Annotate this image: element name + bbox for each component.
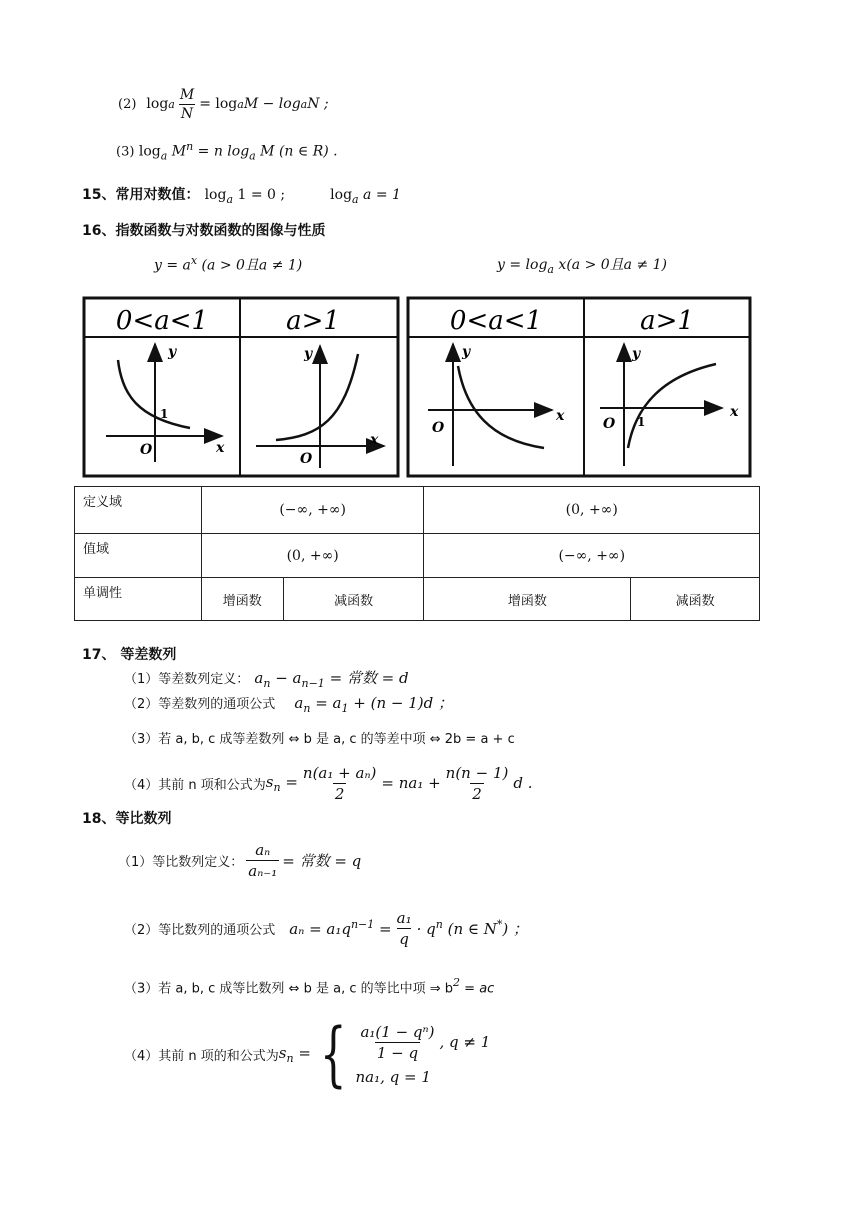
rule-label: (3)	[116, 144, 135, 160]
panel-4-origin: O	[603, 416, 616, 432]
panel-1-graph	[106, 344, 225, 462]
section-15-title: 15、常用对数值：	[82, 187, 200, 203]
fraction: $\frac{\text{aₙ}}{\text{aₙ₋₁}}$	[248, 840, 278, 880]
section-17-title: 17、 等差数列	[82, 647, 177, 663]
monotonicity-cell: 增函数	[201, 578, 283, 621]
panel-2-header: a>1	[286, 306, 340, 336]
log-range: (−∞, +∞)	[424, 534, 760, 578]
s17-item-4: （4）其前 n 项和公式为 $s_n$ = $\frac{\text{n(a₁ + aₙ)}}{2}$ = na₁ + $\frac{n(n - 1)}{2}$ d .	[124, 763, 533, 803]
s18-item-4: （4）其前 n 项的和公式为 $s_n$ = { $\frac{\text{a₁(1 − qⁿ)}}{1 - q}$ , q ≠ 1 na₁, q = 1	[124, 1013, 491, 1095]
table-row-domain	[75, 487, 760, 534]
panel-4-graph	[600, 344, 739, 466]
panel-3-graph	[428, 344, 565, 466]
fraction: $\frac{\text{n(a₁ + aₙ)}}{2}$	[302, 763, 377, 803]
table-row-range	[75, 534, 760, 578]
section-15: 15、常用对数值： $\log_a 1 = 0$ ; $\log_a a = 1$	[82, 187, 401, 206]
panel-4-one: 1	[637, 415, 646, 429]
s17-item-3: （3）若 a, b, c 成等差数列 ⇔ b 是 a, c 的等差中项 ⇔ 2b = a + c	[124, 732, 515, 747]
panel-3-origin: O	[432, 420, 445, 436]
s18-item-2: （2）等比数列的通项公式 $a_n = a_1q^{n-1}$ = $\frac{\text{a₁}}{q}$ · $q^n$ (n ∈ N*) ；	[124, 908, 528, 948]
exp-function-formula: $y = a^x$ (a > 0且a ≠ 1)	[154, 254, 303, 274]
panel-2-x-label: x	[370, 432, 379, 448]
panel-4-header: a>1	[640, 306, 694, 336]
exp-domain: (−∞, +∞)	[201, 487, 424, 534]
fraction: $\frac{n(n - 1)}{2}$	[445, 763, 509, 803]
panel-1-one: 1	[160, 407, 169, 421]
range-label: 值域	[75, 534, 202, 578]
panel-3-x-label: x	[556, 408, 565, 424]
fraction: $\frac{M}{N}$	[179, 86, 195, 122]
exp-range: (0, +∞)	[201, 534, 424, 578]
panel-1-y-label: y	[168, 344, 177, 360]
panel-1-origin: O	[140, 442, 153, 458]
log-rule-2: (2) log a $\frac{M}{N}$ = log a M − log a N ;	[118, 86, 329, 122]
s18-item-3: （3）若 a, b, c 成等比数列 ⇔ b 是 a, c 的等比中项 ⇒ $b^2$ = ac	[124, 976, 495, 997]
properties-table	[74, 486, 760, 621]
panel-4-x-label: x	[730, 404, 739, 420]
panel-2-y-label: y	[304, 346, 313, 362]
function-graphs	[0, 0, 860, 480]
monotonicity-cell: 减函数	[283, 578, 424, 621]
panel-1-x-label: x	[216, 440, 225, 456]
panel-1-header: 0<a<1	[115, 306, 209, 336]
section-16-title: 16、指数函数与对数函数的图像与性质	[82, 223, 326, 239]
piecewise-cases: $\frac{\text{a₁(1 − qⁿ)}}{1 - q}$ , q ≠ 1 na₁, q = 1	[355, 1022, 491, 1086]
log-function-formula: $y = \log_a x(a > 0$且a ≠ 1)	[497, 257, 668, 276]
monotonicity-cell: 增函数	[424, 578, 631, 621]
s17-item-1: （1）等差数列定义： $a_n - a_{n-1}$ = 常数 = d	[124, 669, 409, 690]
panel-4-y-label: y	[632, 346, 641, 362]
monotonicity-cell: 减函数	[631, 578, 760, 621]
left-brace: {	[319, 1013, 347, 1095]
fraction: $\frac{\text{a₁(1 − qⁿ)}}{1 - q}$	[360, 1022, 435, 1062]
rule-label: (2)	[118, 96, 137, 112]
log-rule-3: (3) $\log_a M^n = n$ $\log_a M$ (n ∈ R) .	[116, 140, 338, 163]
panel-3-header: 0<a<1	[449, 306, 543, 336]
s18-item-1: （1）等比数列定义： $\frac{\text{aₙ}}{\text{aₙ₋₁}}$ = 常数 = q	[118, 840, 362, 880]
fraction: $\frac{\text{a₁}}{q}$	[396, 908, 412, 948]
monotonicity-label: 单调性	[75, 578, 202, 621]
log-domain: (0, +∞)	[424, 487, 760, 534]
table-row-monotonicity	[75, 578, 760, 621]
panel-3-y-label: y	[462, 344, 471, 360]
section-18-title: 18、等比数列	[82, 811, 172, 827]
panel-2-graph	[256, 346, 384, 468]
panel-2-origin: O	[300, 451, 313, 467]
domain-label: 定义域	[75, 487, 202, 534]
s17-item-2: （2）等差数列的通项公式 $a_n = a_1 + (n - 1)d$ ；	[124, 694, 453, 715]
